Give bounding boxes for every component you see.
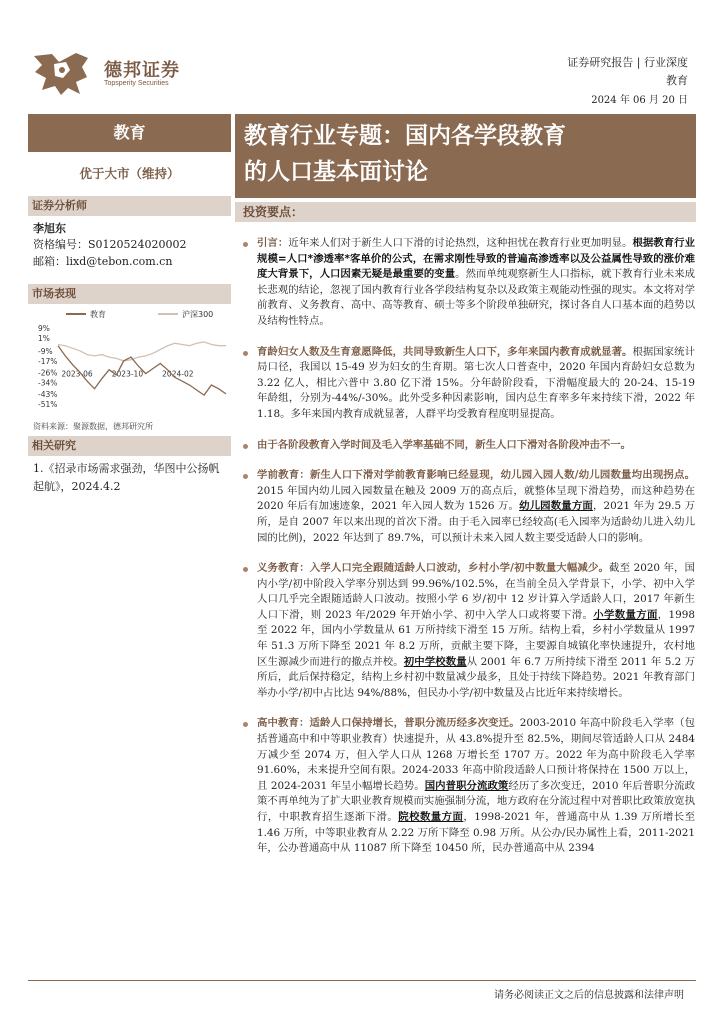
para-underline: 国内普职分流政策	[424, 779, 509, 792]
chart-source: 资料来源：聚源数据，德邦研究所	[33, 422, 153, 431]
para-text: 。然而单纯观察新生人口指标，就下教育行业未来成长悲观的结论，忽视了国内教育行业各学段结构复杂以及政策主观能动性强的现实。本文将对学前教育、义务教育、高中、高等教育、硕士等多个阶段单独研究，探讨各自人口基本面的趋势以及结构性特点。	[257, 268, 696, 327]
analyst-name: 李旭东	[33, 222, 66, 235]
para-text: ，1998 至 2022 年，国内小学数量从 61 万所持续下滑至 15 万所。结构上看，乡村小学数量从 1997 年 51.3 万所下降至 2021 年 8.2 万所，贡献主要下降，主要源自城镇化率快速提升，农村地区生源减少而进行的撤点并校。	[257, 608, 695, 668]
bullet-icon	[243, 567, 248, 572]
paragraph-intro	[243, 236, 695, 330]
paragraph-highschool	[243, 716, 695, 856]
market-chart-svg	[28, 306, 231, 410]
bullet-icon	[243, 474, 248, 479]
paragraph-impact	[243, 438, 695, 454]
y-tick-label: -51%	[38, 400, 58, 409]
para-text: 2015 年国内幼儿园入园数量在触及 2009 万的高点后，就整体呈现下滑趋势，而这种趋势在 2020 年后有加速迹象，2021 年入园人数为 1526 万。	[257, 484, 695, 513]
para-text: 经历了多次变迁，2010 年后普职分流政策不再单纯为了扩大职业教育规模而实施强制分流，地方政府在分流过程中对普职比政策放宽执行，中职教育招生逐渐下滑。	[257, 779, 695, 823]
related-section-title: 相关研究	[28, 436, 231, 456]
footer-disclaimer: 请务必阅读正文之后的信息披露和法律声明	[494, 990, 684, 1001]
bull-logo-icon	[32, 50, 90, 96]
legend-label: 沪深300	[182, 310, 214, 319]
key-points-title: 投资要点：	[235, 202, 696, 222]
market-section-title: 市场表现	[28, 284, 231, 304]
rating: 优于大市（维持）	[79, 166, 180, 181]
para-text: 根据国家统计局口径，我国以 15-49 岁为妇女的生育期。第七次人口普查中，2020 年国内育龄妇女总数为 3.22 亿人，相比六普中 3.80 亿下滑 15%。分年龄阶段看，下滑幅度最大的 20-24、15-19 年龄组，分别为-44%/-30%。此外受多种因素影响，国内总生育率多年来持续下滑，2022 年 1.18。多年来国内教育成就显著，人群平均受教育程度明显提高。	[257, 345, 696, 420]
para-lead: 义务教育：入学人口完全跟随适龄人口波动，乡村小学/初中数量大幅减少。	[257, 562, 610, 575]
market-performance-chart	[28, 306, 231, 410]
report-title-line2: 的人口基本面讨论	[244, 159, 428, 185]
analyst-cert: 资格编号：S0120524020002	[33, 238, 187, 251]
para-text: 近年来人们对于新生人口下滑的讨论热烈，这种担忧在教育行业更加明显。	[288, 237, 633, 249]
paragraph-compulsory	[243, 561, 695, 701]
y-tick-label: -43%	[38, 389, 58, 399]
industry-label: 教育	[666, 74, 688, 87]
legend-label: 教育	[90, 310, 106, 319]
bullet-icon	[243, 242, 248, 247]
para-lead: 引言：	[257, 237, 289, 249]
report-date: 2024 年 06 月 20 日	[591, 95, 688, 106]
bullet-icon	[243, 444, 248, 449]
analyst-section-title: 证券分析师	[28, 196, 231, 216]
para-underline: 幼儿园数量方面	[519, 500, 593, 513]
para-lead: 高中教育：适龄人口保持增长，普职分流历经多次变迁。	[257, 717, 520, 730]
report-type: 证券研究报告 | 行业深度	[567, 56, 688, 69]
company-name-cn: 德邦证券	[104, 60, 180, 81]
para-text: 截至 2020 年，国内小学/初中阶段入学率分别达到 99.96%/102.5%，在当前全员入学背景下，小学、初中入学人口几乎完全跟随适龄人口波动。按照小学 6 岁/初中 12 岁计算入学适龄人口，2017 年新生人口下滑，则 2023 年/2029 年开始小学、初中入学人口或将要下滑。	[257, 562, 695, 621]
para-bold: 根据教育行业规模=人口*渗透率*客单价的公式，在需求刚性导致的普遍高渗透率以及公益属性导致的涨价难度大背景下，人口因素无疑是最重要的变量	[257, 237, 696, 281]
report-title-line1: 教育行业专题：国内各学段教育	[244, 123, 566, 149]
para-text: 2003-2010 年高中阶段毛入学率（包括普通高中和中等职业教育）快速提升，从 43.8%提升至 82.5%，期间尽管适龄人口从 2484 万减少至 2074 万，但入学人口从 1268 万增长至 1707 万。2022 年为高中阶段毛入学率 91.60%，未来提升空间有限。2024-2033 年高中阶段适龄人口预计将保持在 1500 万以上，且 2024-2031 年呈小幅增长趋势。	[257, 717, 696, 792]
y-tick-label: -17%	[38, 356, 58, 366]
key-points-body	[243, 236, 695, 872]
related-item[interactable]: 1.《招录市场需求强劲，华图中公扬帆起航》，2024.4.2	[33, 462, 220, 493]
title-banner	[28, 114, 696, 198]
para-text: 从 2001 年 6.7 万所持续下滑至 2011 年 5.2 万所后，此后保持稳定，结构上乡村初中数量减少最多，且处于持续下降趋势。2021 年教育部门举办小学/初中占比达 94%/88%，但民办小学/初中数量及占比近年来持续增长。	[257, 655, 696, 699]
paragraph-fertility	[243, 345, 695, 423]
bullet-icon	[243, 351, 248, 356]
para-lead: 由于各阶段教育入学时间及毛入学率基础不同，新生人口下滑对各阶段冲击不一。	[257, 438, 632, 451]
footer-divider	[28, 980, 696, 981]
company-logo	[32, 50, 192, 96]
para-underline: 院校数量方面	[398, 811, 464, 823]
y-tick-label: 9%	[38, 324, 50, 333]
x-tick-label: 2024-02	[162, 369, 194, 379]
x-tick-label: 2023-06	[61, 369, 93, 379]
para-underline: 小学数量方面	[593, 608, 658, 621]
y-tick-label: 1%	[38, 334, 50, 344]
y-tick-label: -26%	[38, 368, 58, 378]
paragraph-preschool	[243, 468, 695, 546]
analyst-email[interactable]: 邮箱：lixd@tebon.com.cn	[33, 255, 173, 268]
para-text: ，1998-2021 年，普通高中从 1.39 万所增长至 1.46 万所，中等职业教育从 2.22 万所下降至 0.98 万所。从公办/民办属性上看，2011-2021 年，公办普通高中从 11087 所下降至 10450 所，民办普通高中从 2394	[257, 811, 696, 855]
x-tick-label: 2023-10	[111, 369, 144, 379]
company-name-en: Topsperity Securities	[104, 80, 169, 87]
para-underline: 初中学校数量	[403, 655, 467, 668]
para-lead: 育龄妇女人数及生育意愿降低，共同导致新生人口下，多年来国内教育成就显著。	[257, 345, 633, 358]
sector-tag: 教育	[28, 114, 231, 152]
report-title	[235, 114, 696, 198]
para-text: ，2021 年为 29.5 万所，是自 2007 年以来出现的首次下滑。由于毛入园率已经较高(毛入园率为适龄幼儿进入幼儿园的比例)，2022 年达到了 89.7%，可以预计未来入园人数主要受适龄人口的影响。	[257, 500, 696, 544]
y-tick-label: -9%	[38, 346, 53, 356]
y-tick-label: -34%	[38, 378, 58, 388]
bullet-icon	[243, 722, 248, 727]
para-lead: 学前教育：新生人口下滑对学前教育影响已经显现，幼儿园入园人数/幼儿园数量均出现拐点。	[257, 469, 695, 482]
series-line	[58, 342, 226, 361]
